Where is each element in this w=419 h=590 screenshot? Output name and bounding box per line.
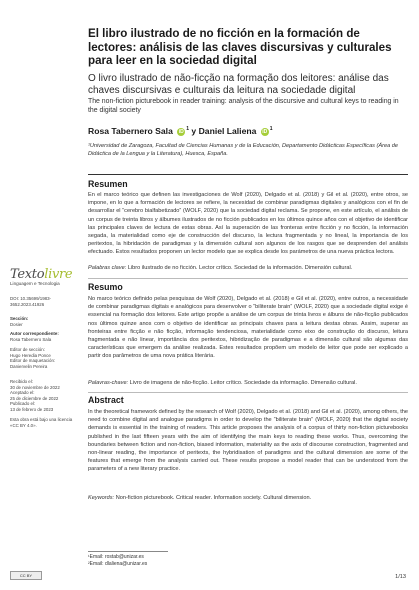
resumo-body: No marco teórico definido pelas pesquisas de Wolf (2020), Delgado et al. (2018) e Gil et al. (2020), entre outros, a necessidade de combinar paradigmas digitais e analógicos para desenvolver o “biliterate brain” (WOLF, 2020) que a sociedade digital exige é essencial na formação dos leitores. Este artigo propõe a análise de um corpus de trinta livros e álbuns de não-ficção publicados nos últimos quinze anos com o objetivo de identificar as principais chaves para a leitura destas obras. Assim, superar as fronteiras entre ficção e não ficção, informação tendenciosa, materialidade como eixo de construção do discurso, leitura fragmentada e não linear, importância dos peritextos, hibridização de paradigmas e a dimensão cultural são algumas das características que emergem da análise realizada. Estes resultados propõem um modelo de leitor que pode ser explicado a partir dos parâmetros de uma nova prática literária. (88, 296, 408, 360)
resumen-heading: Resumen (88, 179, 128, 189)
accepted-value: 25 de diciembre de 2022 (10, 395, 59, 401)
affiliation-mark: 1 (186, 126, 190, 132)
editor-label: Editor de sección: (10, 347, 45, 352)
author-conjunction: y (191, 126, 197, 136)
dates-info (10, 379, 76, 413)
author-line (88, 126, 273, 136)
article-title-english: The non-fiction picturebook in reader training: analysis of the discursive and cultural keys to reading in the digital society (88, 98, 399, 114)
section-info (10, 316, 76, 327)
received-label: Recibido el: (10, 379, 33, 384)
author-name: Rosa Tabernero Sala (88, 126, 173, 136)
logo-text: Texto (10, 267, 45, 282)
section-value: Dosier (10, 321, 23, 327)
abstract-body: In the theoretical framework defined by the research of Wolf (2020), Delgado et al. (2018) and Gil et al. (2020), among others, the need to combine digital and analogue paradigms in order to develop the “biliterate brain” (WOLF, 2020) that the digital society demands is essential in the training of readers. This article proposes the analysis of a corpus of thirty non-fiction picturebooks published in the last fifteen years with the aim of identifying the main keys to reading these works. Thus, overcoming the boundaries between fiction and non-fiction, biased information, materiality as the axis of discourse construction, fragmented and non-linear reading, the importance of peritexts, the hybridisation of paradigms and the cultural dimension are some of the features that emerge from the analysis carried out. These results propose a model reader that can be understood from the parameters of a new literary practice. (88, 409, 408, 473)
logo-accent-text: livre (44, 267, 73, 282)
editor-info (10, 347, 76, 369)
keywords-text: Livro de imagens de não-ficção. Leitor crítico. Sociedade da informação. Dimensão cultural. (129, 380, 357, 386)
accepted-label: Aceptado el: (10, 390, 35, 396)
layout-editor-label: Editor de maquetación: (10, 358, 56, 364)
section-rule (88, 174, 408, 175)
affiliation: ¹Universidad de Zaragoza, Facultad de Ciencias Humanas y de la Educación, Departamento Didácticas Específicas (Área de Didáctica de la Lengua y la Literatura), Huesca, España. (88, 143, 398, 157)
resumen-body: En el marco teórico que definen las investigaciones de Wolf (2020), Delgado et al. (2018) y Gil et al. (2020), entre otros, se impone, en lo que a formación de lectores se refiere, la necesidad de combinar paradigmas digitales y analógicos con el fin de desarrollar el “cerebro bialfabetizado” (WOLF, 2020) que la sociedad digital reclama. Se propone, en este artículo, el análisis de un corpus de treinta libros y álbumes ilustrados de no ficción publicados en los últimos quince años con el objetivo de identificar las principales claves de lectura de estas obras. Así la superación de las fronteras entre ficción y no ficción, la información segada, la materialidad como eje de construcción del discurso, la lectura fragmentada y no lineal, la importancia de los peritextos, la hibridación de paradigmas y la dimensión cultural son algunos de los rasgos que se desprenden del análisis efectuado. Estos resultados proponen un lector modelo que se explica desde los parámetros de una nueva práctica lectora. (88, 192, 408, 256)
affiliation-mark: 1 (269, 126, 273, 132)
corresponding-label: Autor correspondiente: (10, 331, 59, 336)
published-value: 13 de febrero de 2023 (10, 406, 54, 412)
keywords-text: Libro ilustrado de no ficción. Lector crítico. Sociedad de la información. Dimensión cultural. (127, 265, 353, 271)
keywords-text: Non-fiction picturebook. Critical reader. Information society. Cultural dimension. (115, 495, 312, 501)
logo-subtitle: Linguagem e Tecnologia (10, 281, 60, 286)
orcid-icon[interactable]: iD (262, 129, 268, 135)
published-label: Publicado el: (10, 401, 36, 407)
license-text: Esta obra está bajo una licencia «CC BY 4.0». (10, 417, 73, 428)
resumen-keywords (88, 264, 408, 272)
corresponding-author (10, 331, 76, 342)
article-title-portuguese: O livro ilustrado de não-ficção na formação dos leitores: análise das chaves discursivas e culturais da leitura na sociedade digital (88, 73, 389, 96)
resumo-heading: Resumo (88, 282, 123, 292)
divider (88, 392, 408, 393)
footnote-email[interactable]: ²Email: dlaliena@unizar.es (88, 561, 148, 567)
orcid-icon[interactable]: iD (178, 129, 184, 135)
layout-editor-value: Daniervelin Pereira (10, 363, 48, 369)
corresponding-value: Rosa Tabernero Sala (10, 336, 52, 342)
section-label: Sección: (10, 316, 29, 321)
keywords-label: Keywords: (88, 495, 115, 501)
divider (88, 278, 408, 279)
footnote-email[interactable]: ¹Email: rostab@unizar.es (88, 554, 144, 560)
editor-value: Hugo Heredia Ponce (10, 352, 51, 358)
keywords-label: Palavras-chave: (88, 380, 129, 386)
abstract-keywords (88, 494, 408, 502)
article-title: El libro ilustrado de no ficción en la formación de lectores: análisis de las claves discursivas y culturales para leer en la sociedad digital (88, 27, 392, 68)
received-value: 30 de noviembre de 2022 (10, 384, 60, 390)
abstract-heading: Abstract (88, 395, 124, 405)
footnote-rule (88, 551, 168, 552)
journal-logo (10, 267, 72, 286)
page-number: 1/13 (395, 574, 406, 580)
resumo-keywords (88, 379, 408, 387)
doi-link[interactable]: DOI: 10.35699/1983-3652.2023.41926 (10, 296, 52, 307)
cc-license-badge[interactable]: CC BY (10, 571, 42, 580)
author-name: Daniel Laliena (198, 126, 257, 136)
keywords-label: Palabras clave: (88, 265, 127, 271)
